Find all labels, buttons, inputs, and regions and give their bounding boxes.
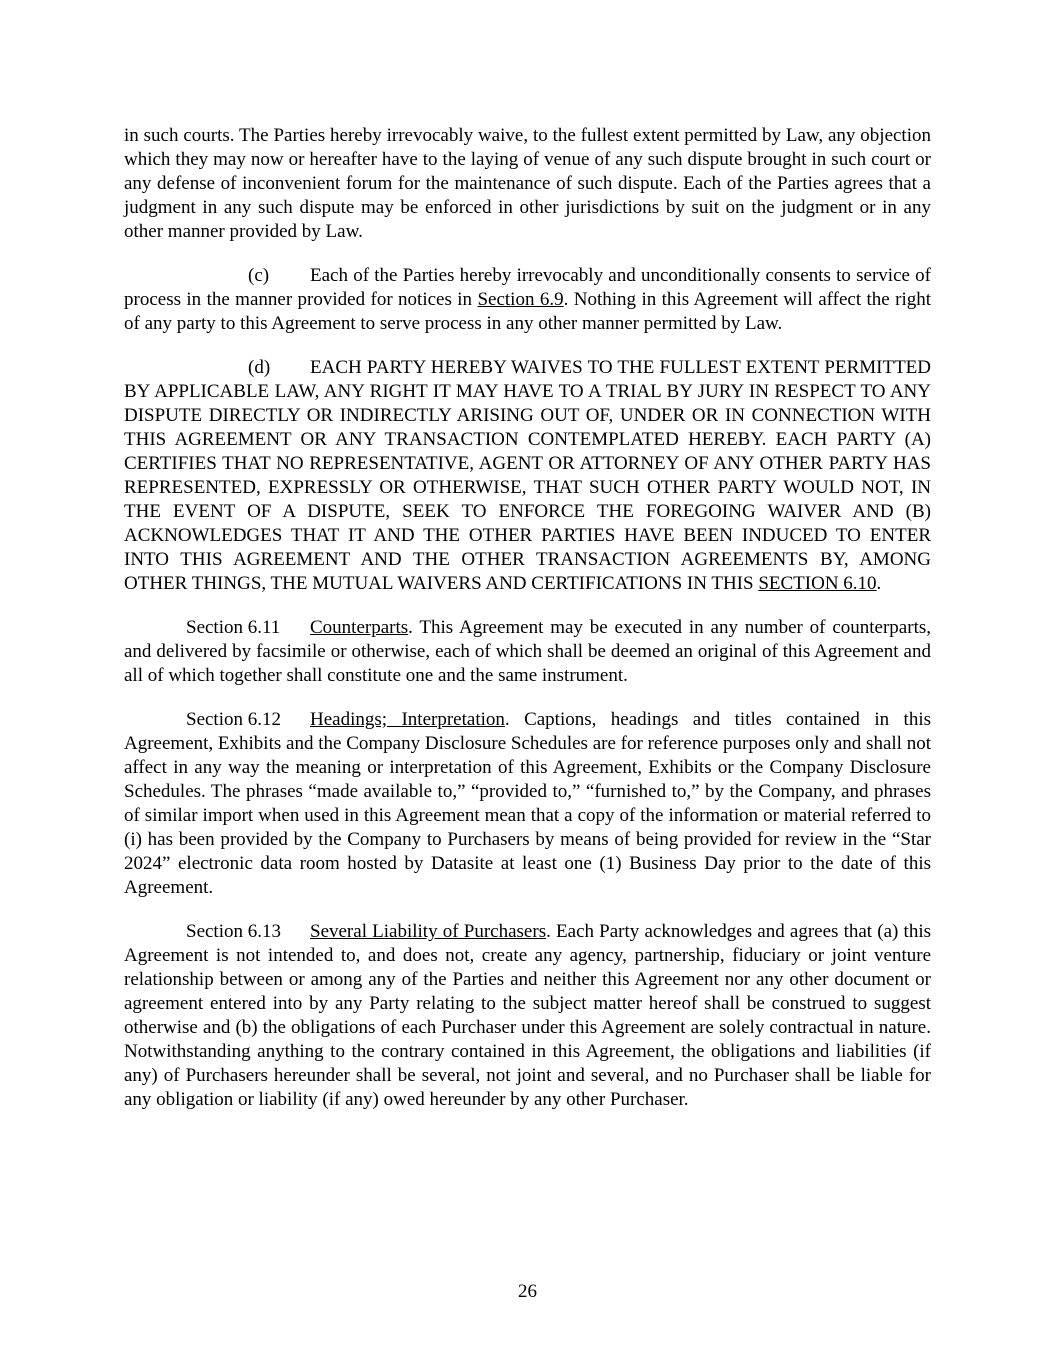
section-6-12-number: Section 6.12 bbox=[186, 709, 281, 730]
paragraph-courts bbox=[124, 124, 931, 244]
section-6-13-number: Section 6.13 bbox=[186, 921, 281, 942]
section-6-12-heading: Headings; Interpretation bbox=[310, 709, 505, 730]
paragraph-courts-text: in such courts. The Parties hereby irrevocably waive, to the fullest extent permitted by Law, any objection which they may now or hereafter have to the laying of venue of any such dispute brought in such court or any defense of inconvenient forum for the maintenance of such dispute. Each of the Parties agrees that a judgment in any such dispute may be enforced in other jurisdictions by suit on the judgment or in any other manner provided by Law. bbox=[124, 125, 931, 242]
section-6-13-text: . Each Party acknowledges and agrees that (a) this Agreement is not intended to, and does not, create any agency, partnership, fiduciary or joint venture relationship between or among any of the Parties and neither this Agreement nor any other document or agreement entered into by any Party relating to the subject matter hereof shall be construed to suggest otherwise and (b) the obligations of each Purchaser under this Agreement are solely contractual in nature. Notwithstanding anything to the contrary contained in this Agreement, the obligations and liabilities (if any) of Purchasers hereunder shall be several, not joint and several, and no Purchaser shall be liable for any obligation or liability (if any) owed hereunder by any other Purchaser. bbox=[124, 921, 931, 1110]
paragraph-c-label: (c) bbox=[248, 265, 270, 286]
section-6-13 bbox=[124, 920, 931, 1112]
section-6-12 bbox=[124, 708, 931, 900]
section-6-11 bbox=[124, 616, 931, 688]
section-6-11-heading: Counterparts bbox=[310, 617, 409, 638]
section-6-12-text: . Captions, headings and titles contained in this Agreement, Exhibits and the Company Disclosure Schedules are for reference purposes only and shall not affect in any way the meaning or interpretation of this Agreement, Exhibits or the Company Disclosure Schedules. The phrases “made available to,” “provided to,” “furnished to,” by the Company, and phrases of similar import when used in this Agreement mean that a copy of the information or material referred to (i) has been provided by the Company to Purchasers by means of being provided for review in the “Star 2024” electronic data room hosted by Datasite at least one (1) Business Day prior to the date of this Agreement. bbox=[124, 709, 931, 898]
section-6-11-number: Section 6.11 bbox=[186, 617, 281, 638]
paragraph-c bbox=[124, 264, 931, 336]
section-6-9-reference: Section 6.9 bbox=[477, 289, 564, 310]
section-6-13-heading: Several Liability of Purchasers bbox=[310, 921, 547, 942]
paragraph-c-text-1: Each of the Parties hereby irrevocably and unconditionally consents to service of process in the manner provided for notices in bbox=[124, 265, 931, 310]
paragraph-c-text-2: . Nothing in this Agreement will affect the right of any party to this Agreement to serve process in any other manner permitted by Law. bbox=[124, 289, 932, 334]
page-number: 26 bbox=[518, 1281, 537, 1302]
paragraph-d bbox=[124, 356, 931, 596]
paragraph-d-text-2: . bbox=[876, 573, 882, 594]
section-6-10-reference: SECTION 6.10 bbox=[758, 573, 877, 594]
paragraph-d-text-1: EACH PARTY HEREBY WAIVES TO THE FULLEST EXTENT PERMITTED BY APPLICABLE LAW, ANY RIGHT IT MAY HAVE TO A TRIAL BY JURY IN RESPECT TO ANY DISPUTE DIRECTLY OR INDIRECTLY ARISING OUT OF, UNDER OR IN CONNECTION WITH THIS AGREEMENT OR ANY TRANSACTION CONTEMPLATED HEREBY. EACH PARTY (A) CERTIFIES THAT NO REPRESENTATIVE, AGENT OR ATTORNEY OF ANY OTHER PARTY HAS REPRESENTED, EXPRESSLY OR OTHERWISE, THAT SUCH OTHER PARTY WOULD NOT, IN THE EVENT OF A DISPUTE, SEEK TO ENFORCE THE FOREGOING WAIVER AND (B) ACKNOWLEDGES THAT IT AND THE OTHER PARTIES HAVE BEEN INDUCED TO ENTER INTO THIS AGREEMENT AND THE OTHER TRANSACTION AGREEMENTS BY, AMONG OTHER THINGS, THE MUTUAL WAIVERS AND CERTIFICATIONS IN THIS bbox=[124, 357, 931, 594]
section-6-11-text: . This Agreement may be executed in any number of counterparts, and delivered by facsimile or otherwise, each of which shall be deemed an original of this Agreement and all of which together shall constitute one and the same instrument. bbox=[124, 617, 931, 686]
document-page bbox=[124, 124, 931, 1112]
paragraph-d-label: (d) bbox=[248, 357, 271, 378]
